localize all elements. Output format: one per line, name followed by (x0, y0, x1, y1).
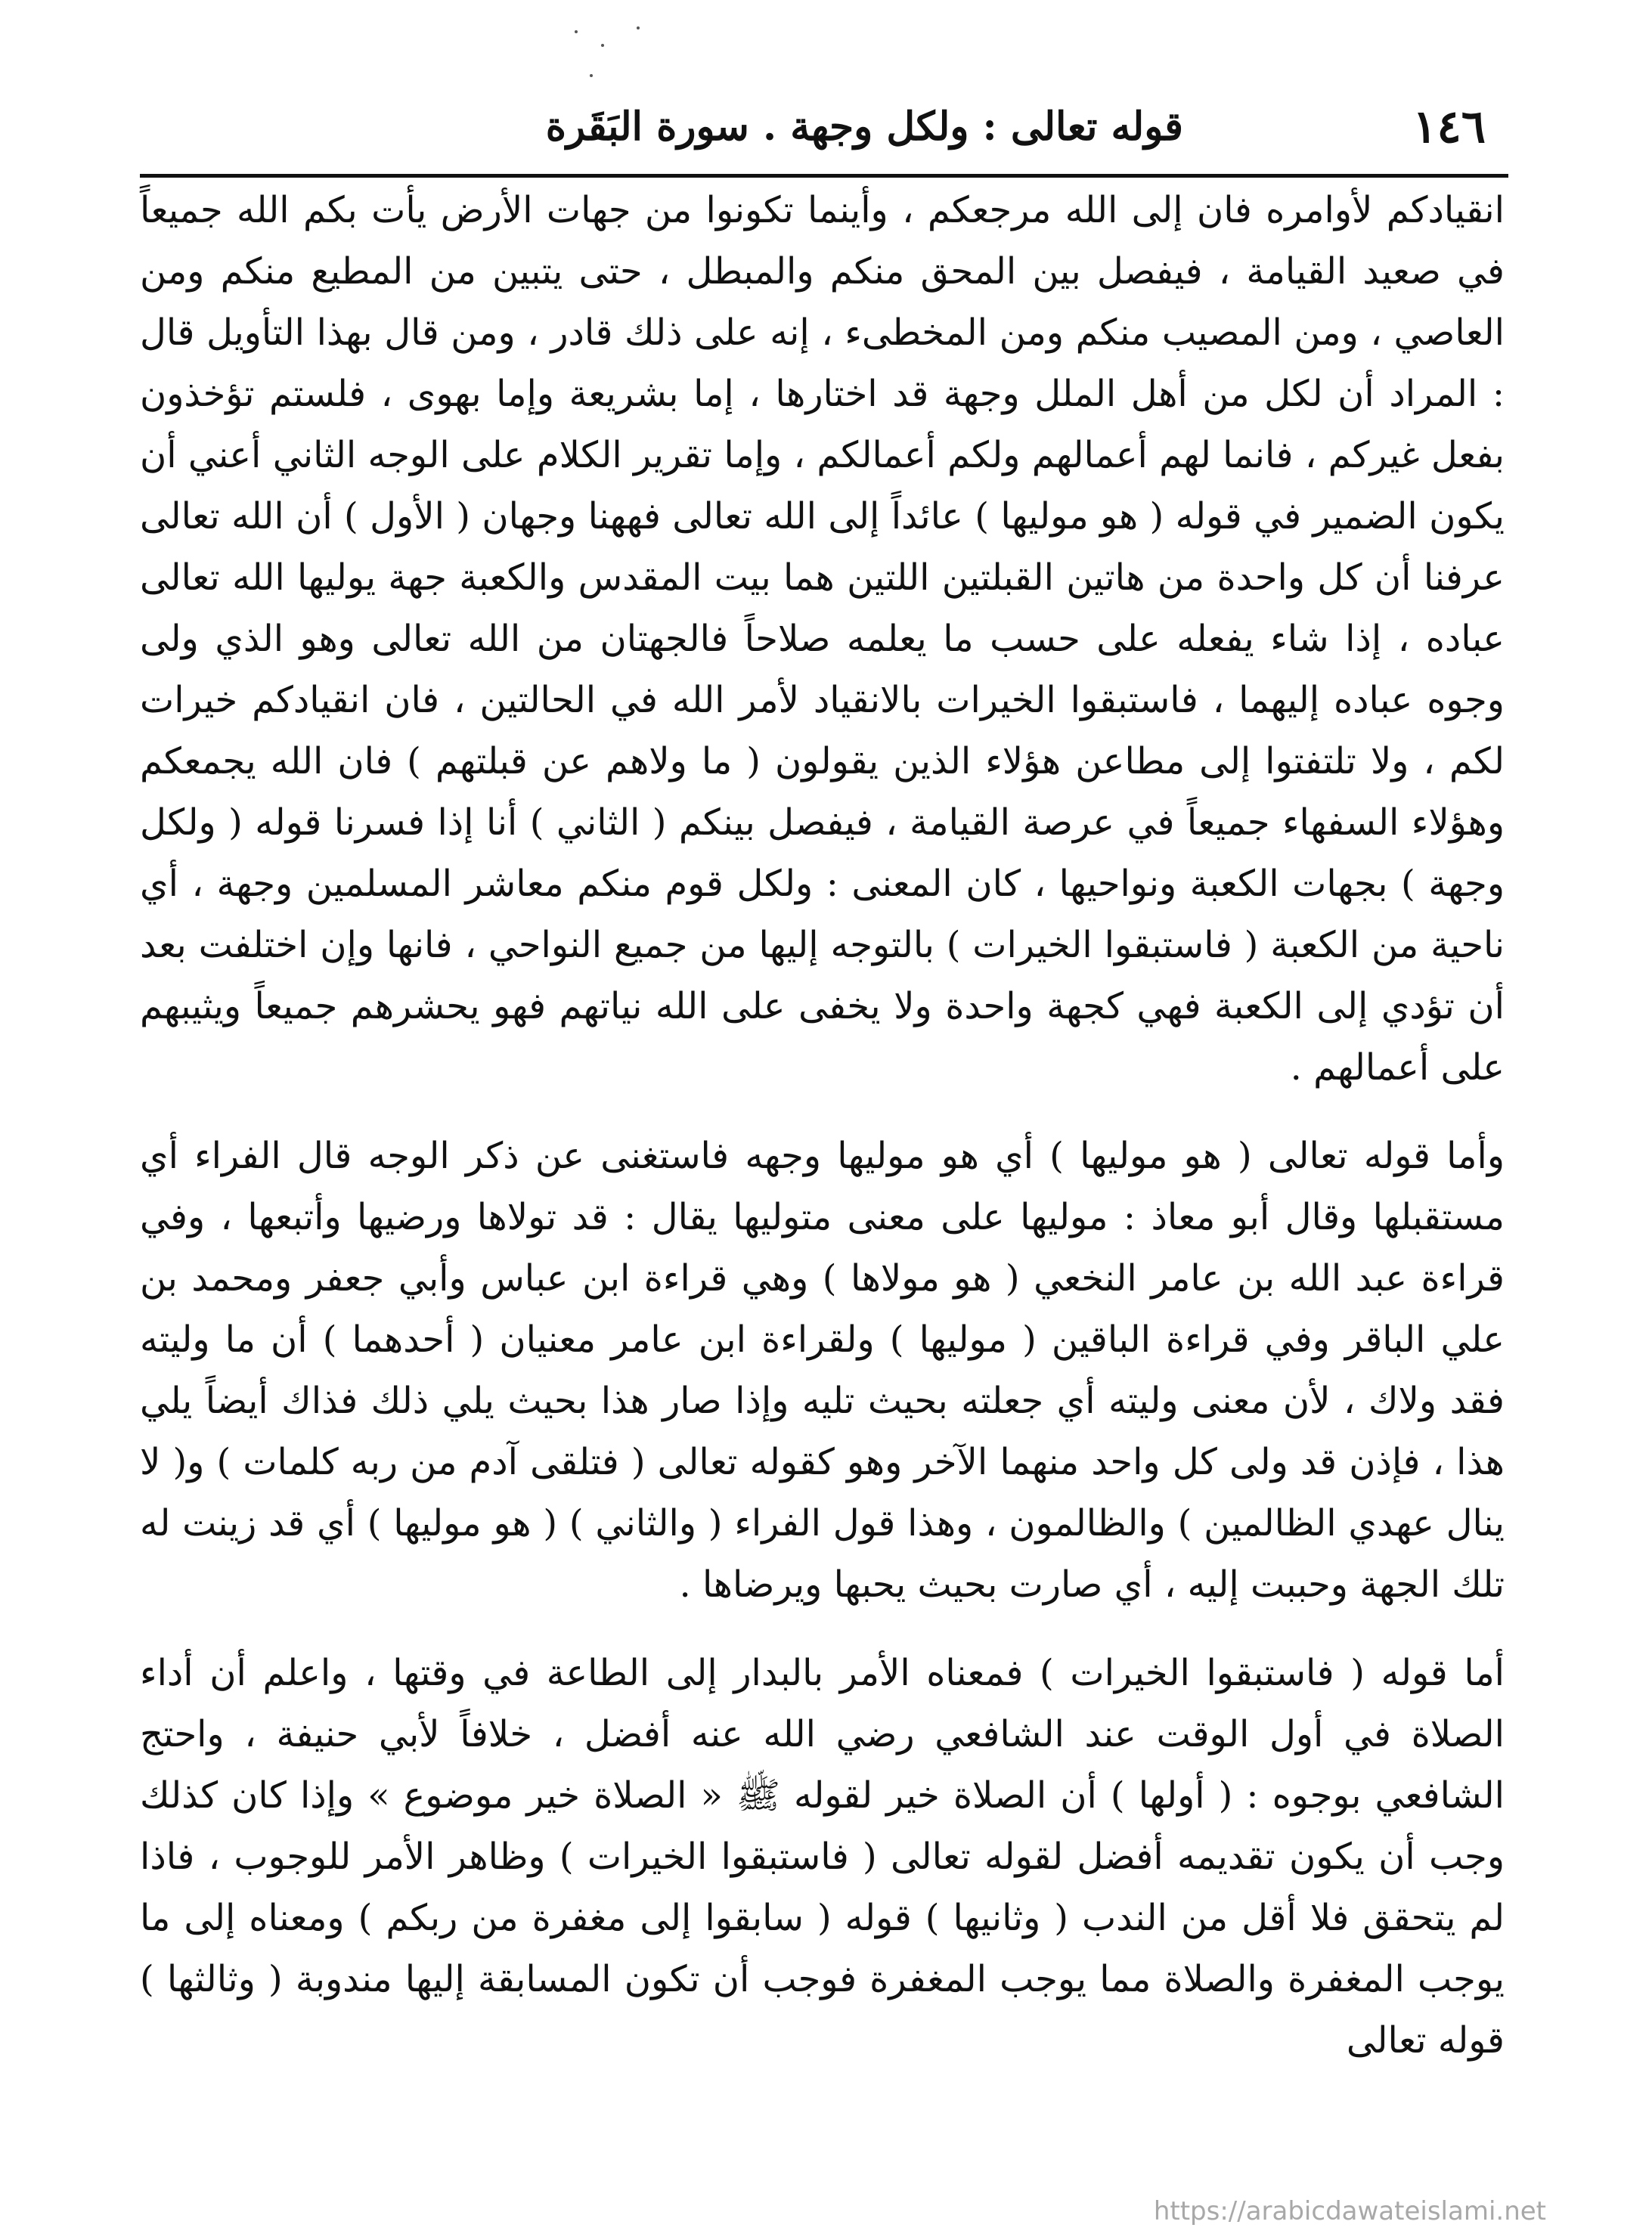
body-text (140, 180, 1505, 2071)
watermark-url: https://arabicdawateislami.net (1153, 2196, 1546, 2226)
scan-speck (590, 74, 593, 77)
scan-speck (601, 44, 604, 47)
paragraph-3: أما قوله ( فاستبقوا الخيرات ) فمعناه الأمر بالبدار إلى الطاعة في وقتها ، واعلم أن أداء الصلاة في أول الوقت عند الشافعي رضي الله عنه أفضل ، خلافاً لأبي حنيفة ، واحتج الشافعي بوجوه : ( أولها ) أن الصلاة خير لقوله ﷺ « الصلاة خير موضوع » وإذا كان كذلك وجب أن يكون تقديمه أفضل لقوله تعالى ( فاستبقوا الخيرات ) وظاهر الأمر للوجوب ، فاذا لم يتحقق فلا أقل من الندب ( وثانيها ) قوله ( سابقوا إلى مغفرة من ربكم ) ومعناه إلى ما يوجب المغفرة والصلاة مما يوجب المغفرة فوجب أن تكون المسابقة إليها مندوبة ( وثالثها ) قوله تعالى (140, 1652, 1505, 2062)
paragraph-2: وأما قوله تعالى ( هو موليها ) أي هو موليها وجهه فاستغنى عن ذكر الوجه قال الفراء أي مستقبلها وقال أبو معاذ : موليها على معنى متوليها يقال : قد تولاها ورضيها وأتبعها ، وفي قراءة عبد الله بن عامر النخعي ( هو مولاها ) وهي قراءة ابن عباس وأبي جعفر ومحمد بن علي الباقر وفي قراءة الباقين ( موليها ) ولقراءة ابن عامر معنيان ( أحدهما ) أن ما وليته فقد ولاك ، لأن معنى وليته أي جعلته بحيث تليه وإذا صار هذا بحيث يلي ذلك فذاك أيضاً يلي هذا ، فإذن قد ولى كل واحد منهما الآخر وهو كقوله تعالى ( فتلقى آدم من ربه كلمات ) و( لا ينال عهدي الظالمين ) والظالمون ، وهذا قول الفراء ( والثاني ) ( هو موليها ) أي قد زينت له تلك الجهة وحببت إليه ، أي صارت بحيث يحبها ويرضاها . (140, 1135, 1505, 1606)
page-header (140, 89, 1508, 172)
header-rule (140, 174, 1508, 178)
scan-speck (575, 30, 578, 33)
running-head: قوله تعالى : ولكل وجهة . سورة البَقَرة (545, 104, 1183, 150)
paragraph-1: انقيادكم لأوامره فان إلى الله مرجعكم ، وأينما تكونوا من جهات الأرض يأت بكم الله جميعاً في صعيد القيامة ، فيفصل بين المحق منكم والمبطل ، حتى يتبين من المطيع منكم ومن العاصي ، ومن المصيب منكم ومن المخطىء ، إنه على ذلك قادر ، ومن قال بهذا التأويل قال : المراد أن لكل من أهل الملل وجهة قد اختارها ، إما بشريعة وإما بهوى ، فلستم تؤخذون بفعل غيركم ، فانما لهم أعمالهم ولكم أعمالكم ، وإما تقرير الكلام على الوجه الثاني أعني أن يكون الضمير في قوله ( هو موليها ) عائداً إلى الله تعالى فههنا وجهان ( الأول ) أن الله تعالى عرفنا أن كل واحدة من هاتين القبلتين اللتين هما بيت المقدس والكعبة جهة يوليها الله تعالى عباده ، إذا شاء يفعله على حسب ما يعلمه صلاحاً فالجهتان من الله تعالى وهو الذي ولى وجوه عباده إليهما ، فاستبقوا الخيرات بالانقياد لأمر الله في الحالتين ، فان انقيادكم خيرات لكم ، ولا تلتفتوا إلى مطاعن هؤلاء الذين يقولون ( ما ولاهم عن قبلتهم ) فان الله يجمعكم وهؤلاء السفهاء جميعاً في عرصة القيامة ، فيفصل بينكم ( الثاني ) أنا إذا فسرنا قوله ( ولكل وجهة ) بجهات الكعبة ونواحيها ، كان المعنى : ولكل قوم منكم معاشر المسلمين وجهة ، أي ناحية من الكعبة ( فاستبقوا الخيرات ) بالتوجه إليها من جميع النواحي ، فانها وإن اختلفت بعد أن تؤدي إلى الكعبة فهي كجهة واحدة ولا يخفى على الله نياتهم فهو يحشرهم جميعاً ويثيبهم على أعمالهم . (140, 189, 1505, 1089)
scan-speck (637, 26, 640, 29)
page-number: ١٤٦ (1412, 101, 1486, 153)
